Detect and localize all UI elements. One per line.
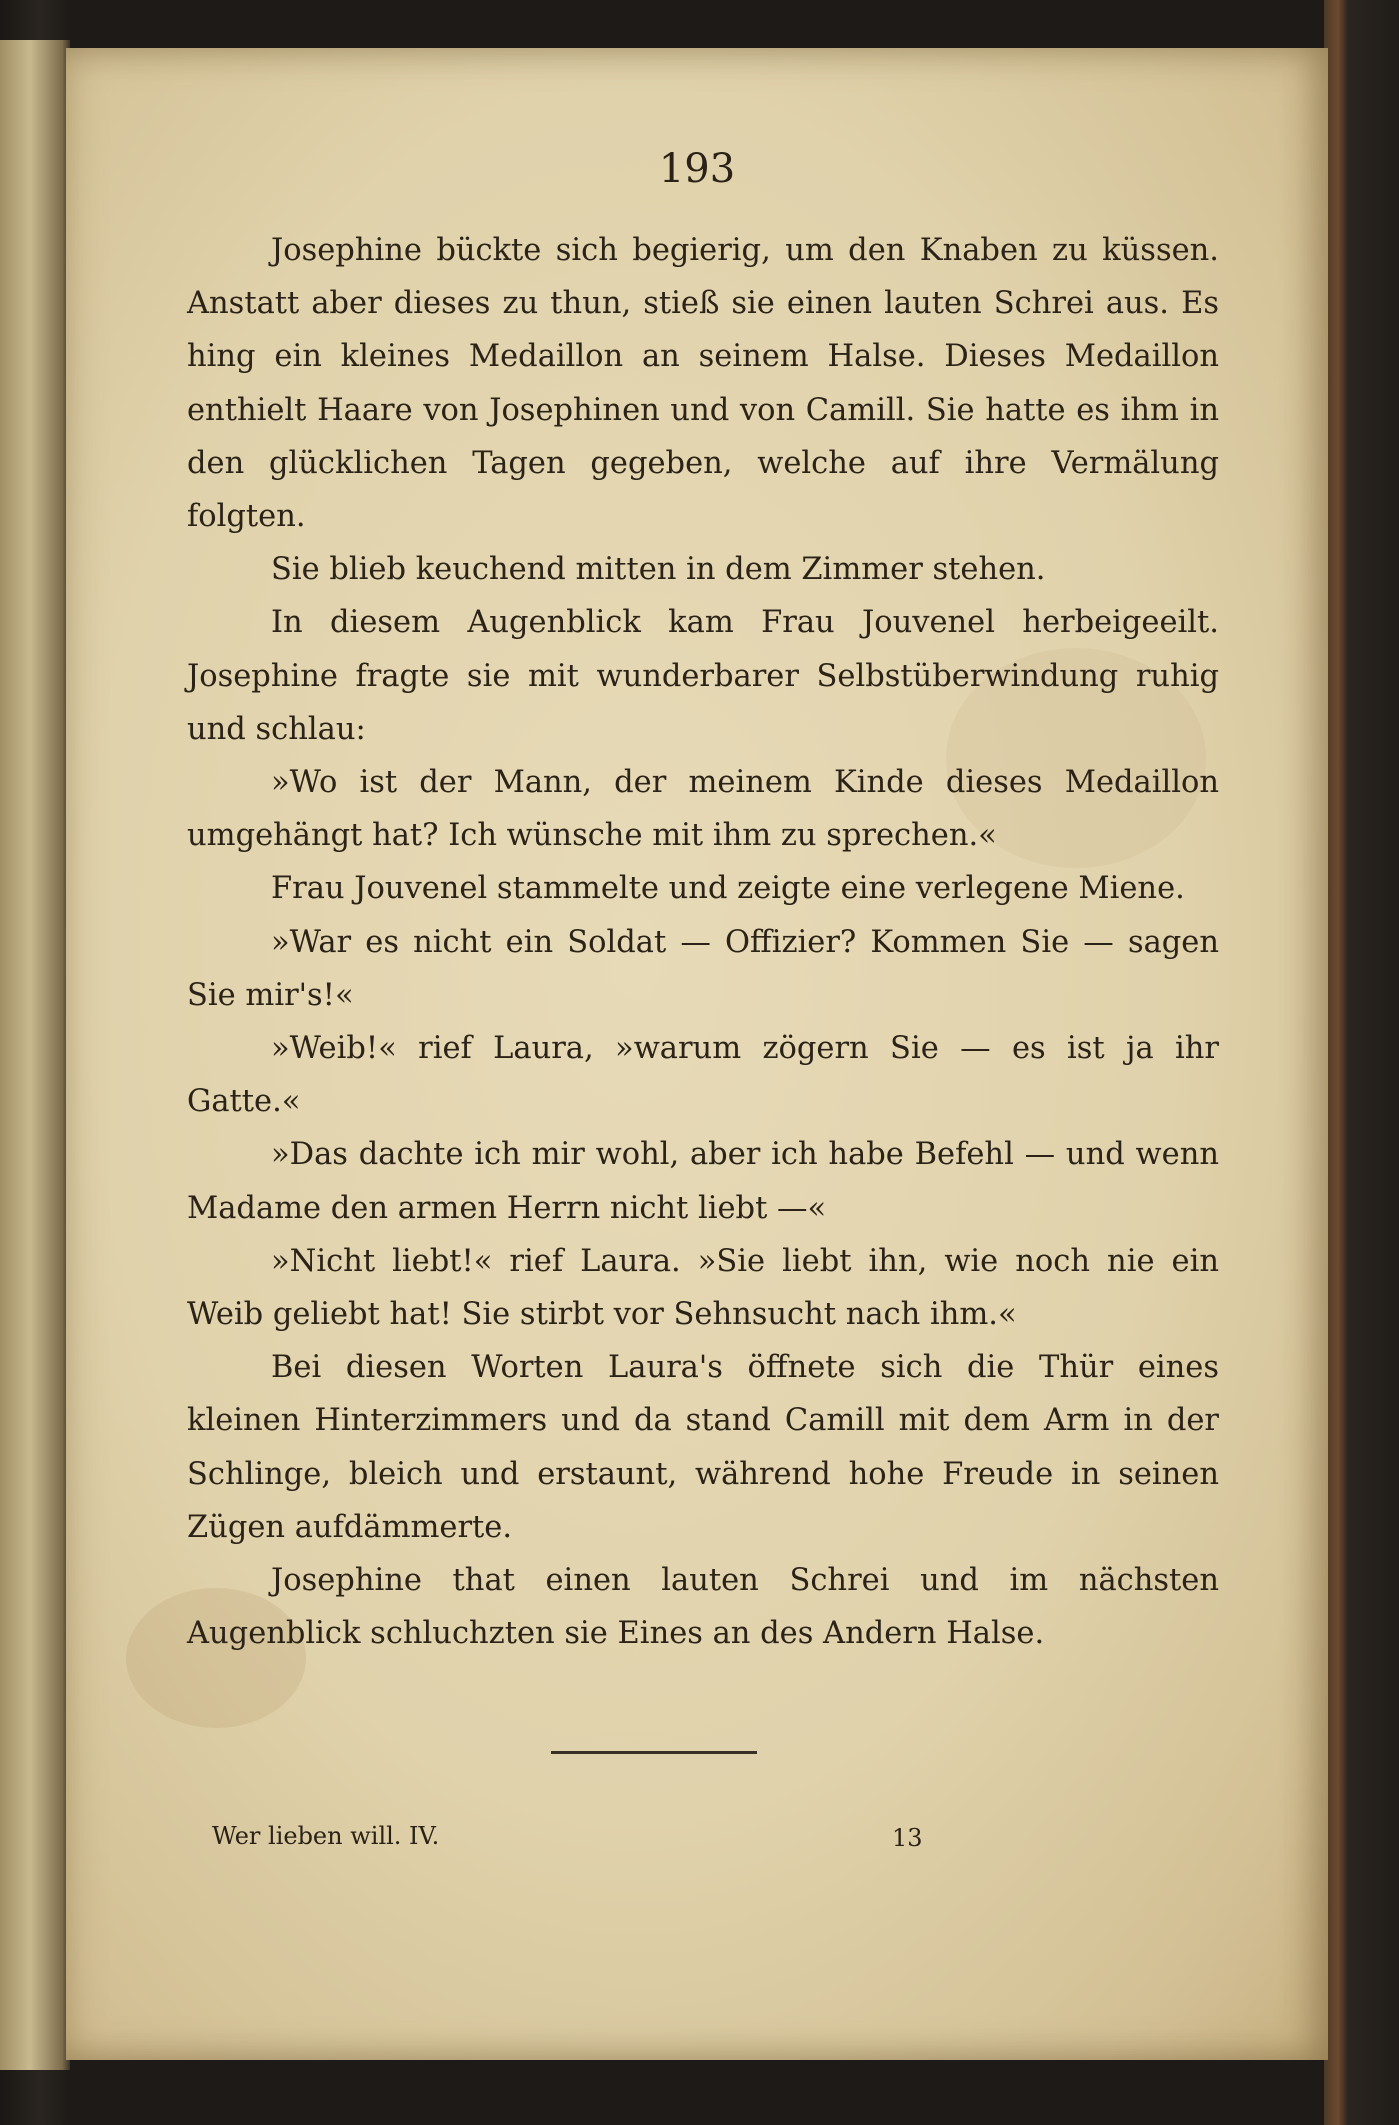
book-page bbox=[66, 48, 1328, 2060]
book-cover-edge bbox=[1324, 0, 1399, 2125]
page-number: 193 bbox=[658, 146, 736, 192]
paragraph: Josephine that einen lauten Schrei und im nächsten Augenblick schluchzten sie Eines an des Andern Halse. bbox=[187, 1563, 1219, 1652]
paragraph: »Nicht liebt!« rief Laura. »Sie liebt ihn, wie noch nie ein Weib geliebt hat! Sie stirbt vor Sehnsucht nach ihm.« bbox=[187, 1243, 1219, 1333]
paragraph: Sie blieb keuchend mitten in dem Zimmer stehen. bbox=[271, 552, 1046, 588]
paragraph: »Wo ist der Mann, der meinem Kinde dieses Medaillon umgehängt hat? Ich wünsche mit ihm zu sprechen.« bbox=[187, 765, 1219, 854]
paragraph: Frau Jouvenel stammelte und zeigte eine verlegene Miene. bbox=[271, 871, 1185, 907]
paragraph: Bei diesen Worten Laura's öffnete sich die Thür eines kleinen Hinterzimmers und da stand Camill mit dem Arm in der Schlinge, bleich und erstaunt, während hohe Freude in seinen Zügen aufdämmerte. bbox=[187, 1350, 1219, 1545]
left-page-edge bbox=[0, 40, 70, 2070]
section-divider bbox=[551, 1751, 757, 1754]
paragraph: »War es nicht ein Soldat — Offizier? Kommen Sie — sagen Sie mir's!« bbox=[187, 924, 1219, 1013]
signature-mark: Wer lieben will. IV. bbox=[212, 1822, 440, 1850]
body-text bbox=[187, 224, 1219, 1660]
sheet-number: 13 bbox=[892, 1824, 923, 1852]
paragraph: In diesem Augenblick kam Frau Jouvenel herbeigeeilt. Josephine fragte sie mit wunderbarer Selbstüberwindung ruhig und schlau: bbox=[187, 605, 1219, 747]
paragraph: Josephine bückte sich begierig, um den Knaben zu küssen. Anstatt aber dieses zu thun, stieß sie einen lauten Schrei aus. Es hing ein kleines Medaillon an seinem Halse. Dieses Medaillon enthielt Haare von Josephinen und von Camill. Sie hatte es ihm in den glücklichen Tagen gegeben, welche auf ihre Vermälung folgten. bbox=[187, 233, 1219, 535]
paragraph: »Das dachte ich mir wohl, aber ich habe Befehl — und wenn Madame den armen Herrn nicht liebt —« bbox=[187, 1137, 1219, 1226]
paragraph: »Weib!« rief Laura, »warum zögern Sie — es ist ja ihr Gatte.« bbox=[187, 1031, 1219, 1120]
